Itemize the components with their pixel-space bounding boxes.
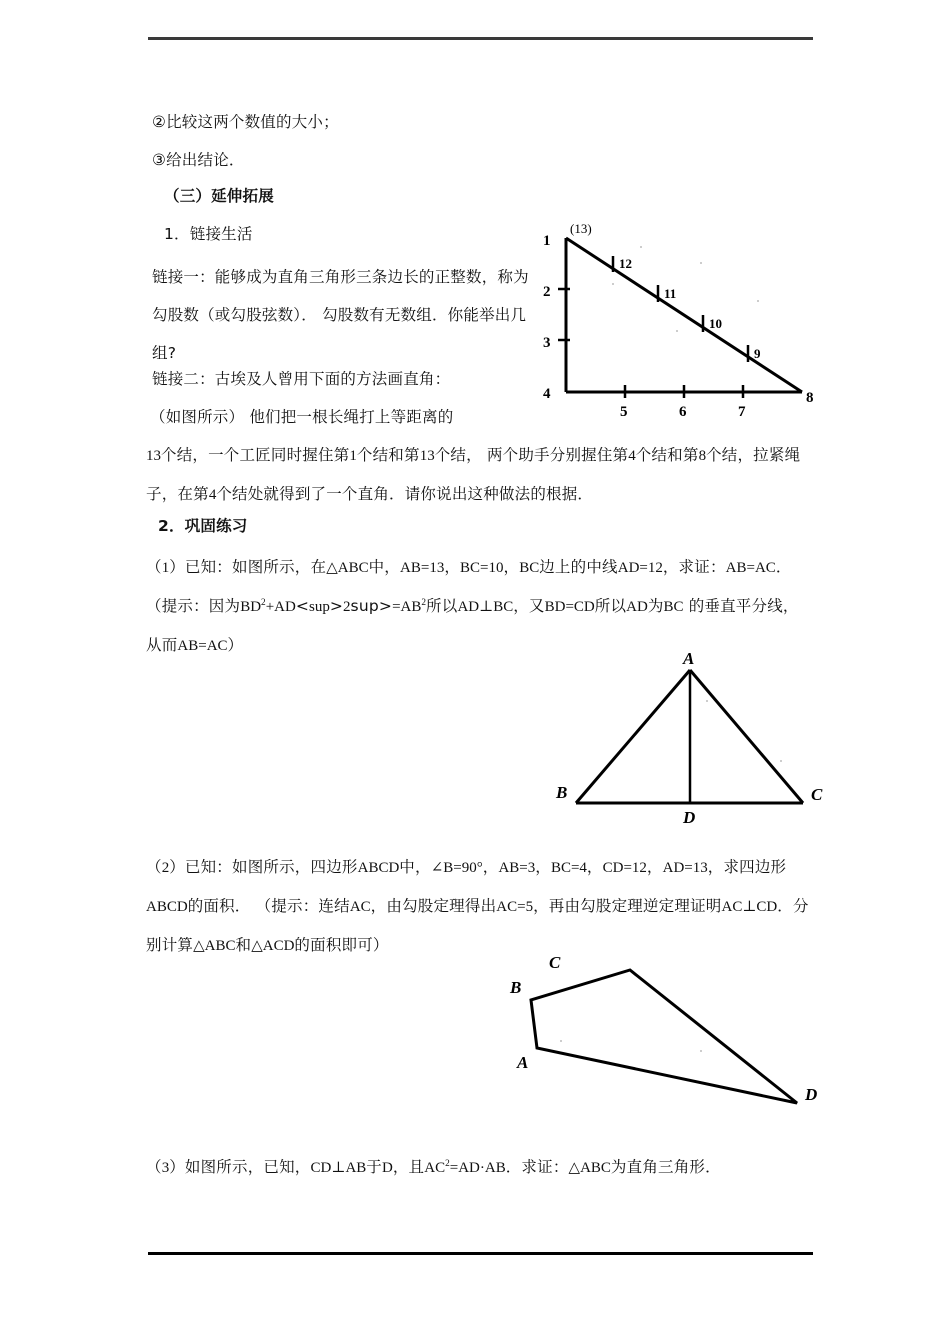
scan-speck bbox=[757, 300, 759, 302]
triangle-label-b: B bbox=[556, 783, 568, 802]
rope-hlabel-7: 7 bbox=[738, 404, 746, 420]
quad-label-a: A bbox=[517, 1053, 529, 1072]
triangle-label-a: A bbox=[683, 649, 695, 668]
rope-hlabel-8: 8 bbox=[806, 390, 814, 406]
section-heading-extend: （三）延伸拓展 bbox=[164, 187, 274, 205]
scan-speck bbox=[706, 700, 708, 702]
rope-klabel-10: 10 bbox=[709, 316, 722, 331]
triangle-label-d: D bbox=[683, 808, 696, 827]
footer-rule bbox=[148, 1252, 813, 1255]
step-compare-line: ②比较这两个数值的大小； bbox=[152, 113, 339, 131]
scan-speck bbox=[612, 283, 614, 285]
scan-speck bbox=[640, 246, 642, 248]
scan-speck bbox=[560, 1040, 562, 1042]
scan-speck bbox=[700, 1050, 702, 1052]
quad-label-d: D bbox=[805, 1085, 818, 1104]
quad-label-c: C bbox=[549, 953, 561, 972]
rope-label-13: (13) bbox=[570, 221, 592, 236]
rope-vlabel-2: 2 bbox=[543, 284, 551, 300]
paragraph-link-one: 链接一：能够成为直角三角形三条边长的正整数，称为勾股数（或勾股弦数）． 勾股数有无数组．你能举出几组? bbox=[152, 268, 529, 362]
subsection-link-life: 1．链接生活 bbox=[164, 225, 253, 243]
rope-klabel-9: 9 bbox=[754, 346, 761, 361]
rope-hlabel-5: 5 bbox=[620, 404, 628, 420]
figure-triangle-abc bbox=[550, 648, 835, 828]
rope-vlabel-1: 1 bbox=[543, 233, 551, 249]
rope-klabel-11: 11 bbox=[664, 286, 677, 301]
scan-speck bbox=[780, 760, 782, 762]
paragraph-rope-method: 13个结，一个工匠同时握住第1个结和第13个结， 两个助手分别握住第4个结和第8个结，拉紧绳子，在第4个结处就得到了一个直角．请你说出这种做法的根据． bbox=[146, 446, 801, 503]
triangle-label-c: C bbox=[811, 785, 823, 804]
exercise-3: （3）如图所示，已知，CD⊥AB于D，且$AC^2=AD\cdot AB$．求证：△ABC为直角三角形． bbox=[146, 1158, 721, 1176]
rope-vlabel-3: 3 bbox=[543, 335, 551, 351]
scan-speck bbox=[676, 330, 678, 332]
rope-klabel-12: 12 bbox=[619, 256, 632, 271]
header-rule bbox=[148, 37, 813, 40]
exercise-2: （2）已知：如图所示，四边形ABCD中，∠B=90°，AB=3，BC=4，CD=12，AD=13，求四边形ABCD的面积． （提示：连结AC，由勾股定理得出AC=5，再由勾股定理逆定理证明AC⊥CD．分别计算△ABC和△ACD的面积即可） bbox=[146, 858, 809, 954]
exercise-1: （1）已知：如图所示，在△ABC中，AB=13，BC=10，BC边上的中线AD=12，求证：AB=AC． （提示：因为$BD^2+AD<sup>2sup>=AB^2$所以AD⊥BC，又BD=CD所以AD为BC 的垂直平分线， 从而AB=AC） bbox=[146, 558, 804, 654]
scan-speck bbox=[700, 262, 702, 264]
rope-hlabel-6: 6 bbox=[679, 404, 687, 420]
paragraph-link-two-title: 链接二：古埃及人曾用下面的方法画直角： bbox=[152, 370, 451, 388]
quad-label-b: B bbox=[510, 978, 522, 997]
figure-rope-right-triangle bbox=[540, 220, 840, 425]
step-conclusion-line: ③给出结论． bbox=[152, 151, 245, 169]
section-heading-practice: 2．巩固练习 bbox=[158, 517, 248, 535]
figure-quadrilateral-abcd bbox=[505, 948, 845, 1128]
paragraph-link-two-lead: （如图所示） 他们把一根长绳打上等距离的 bbox=[150, 408, 454, 426]
rope-vlabel-4: 4 bbox=[543, 386, 551, 402]
